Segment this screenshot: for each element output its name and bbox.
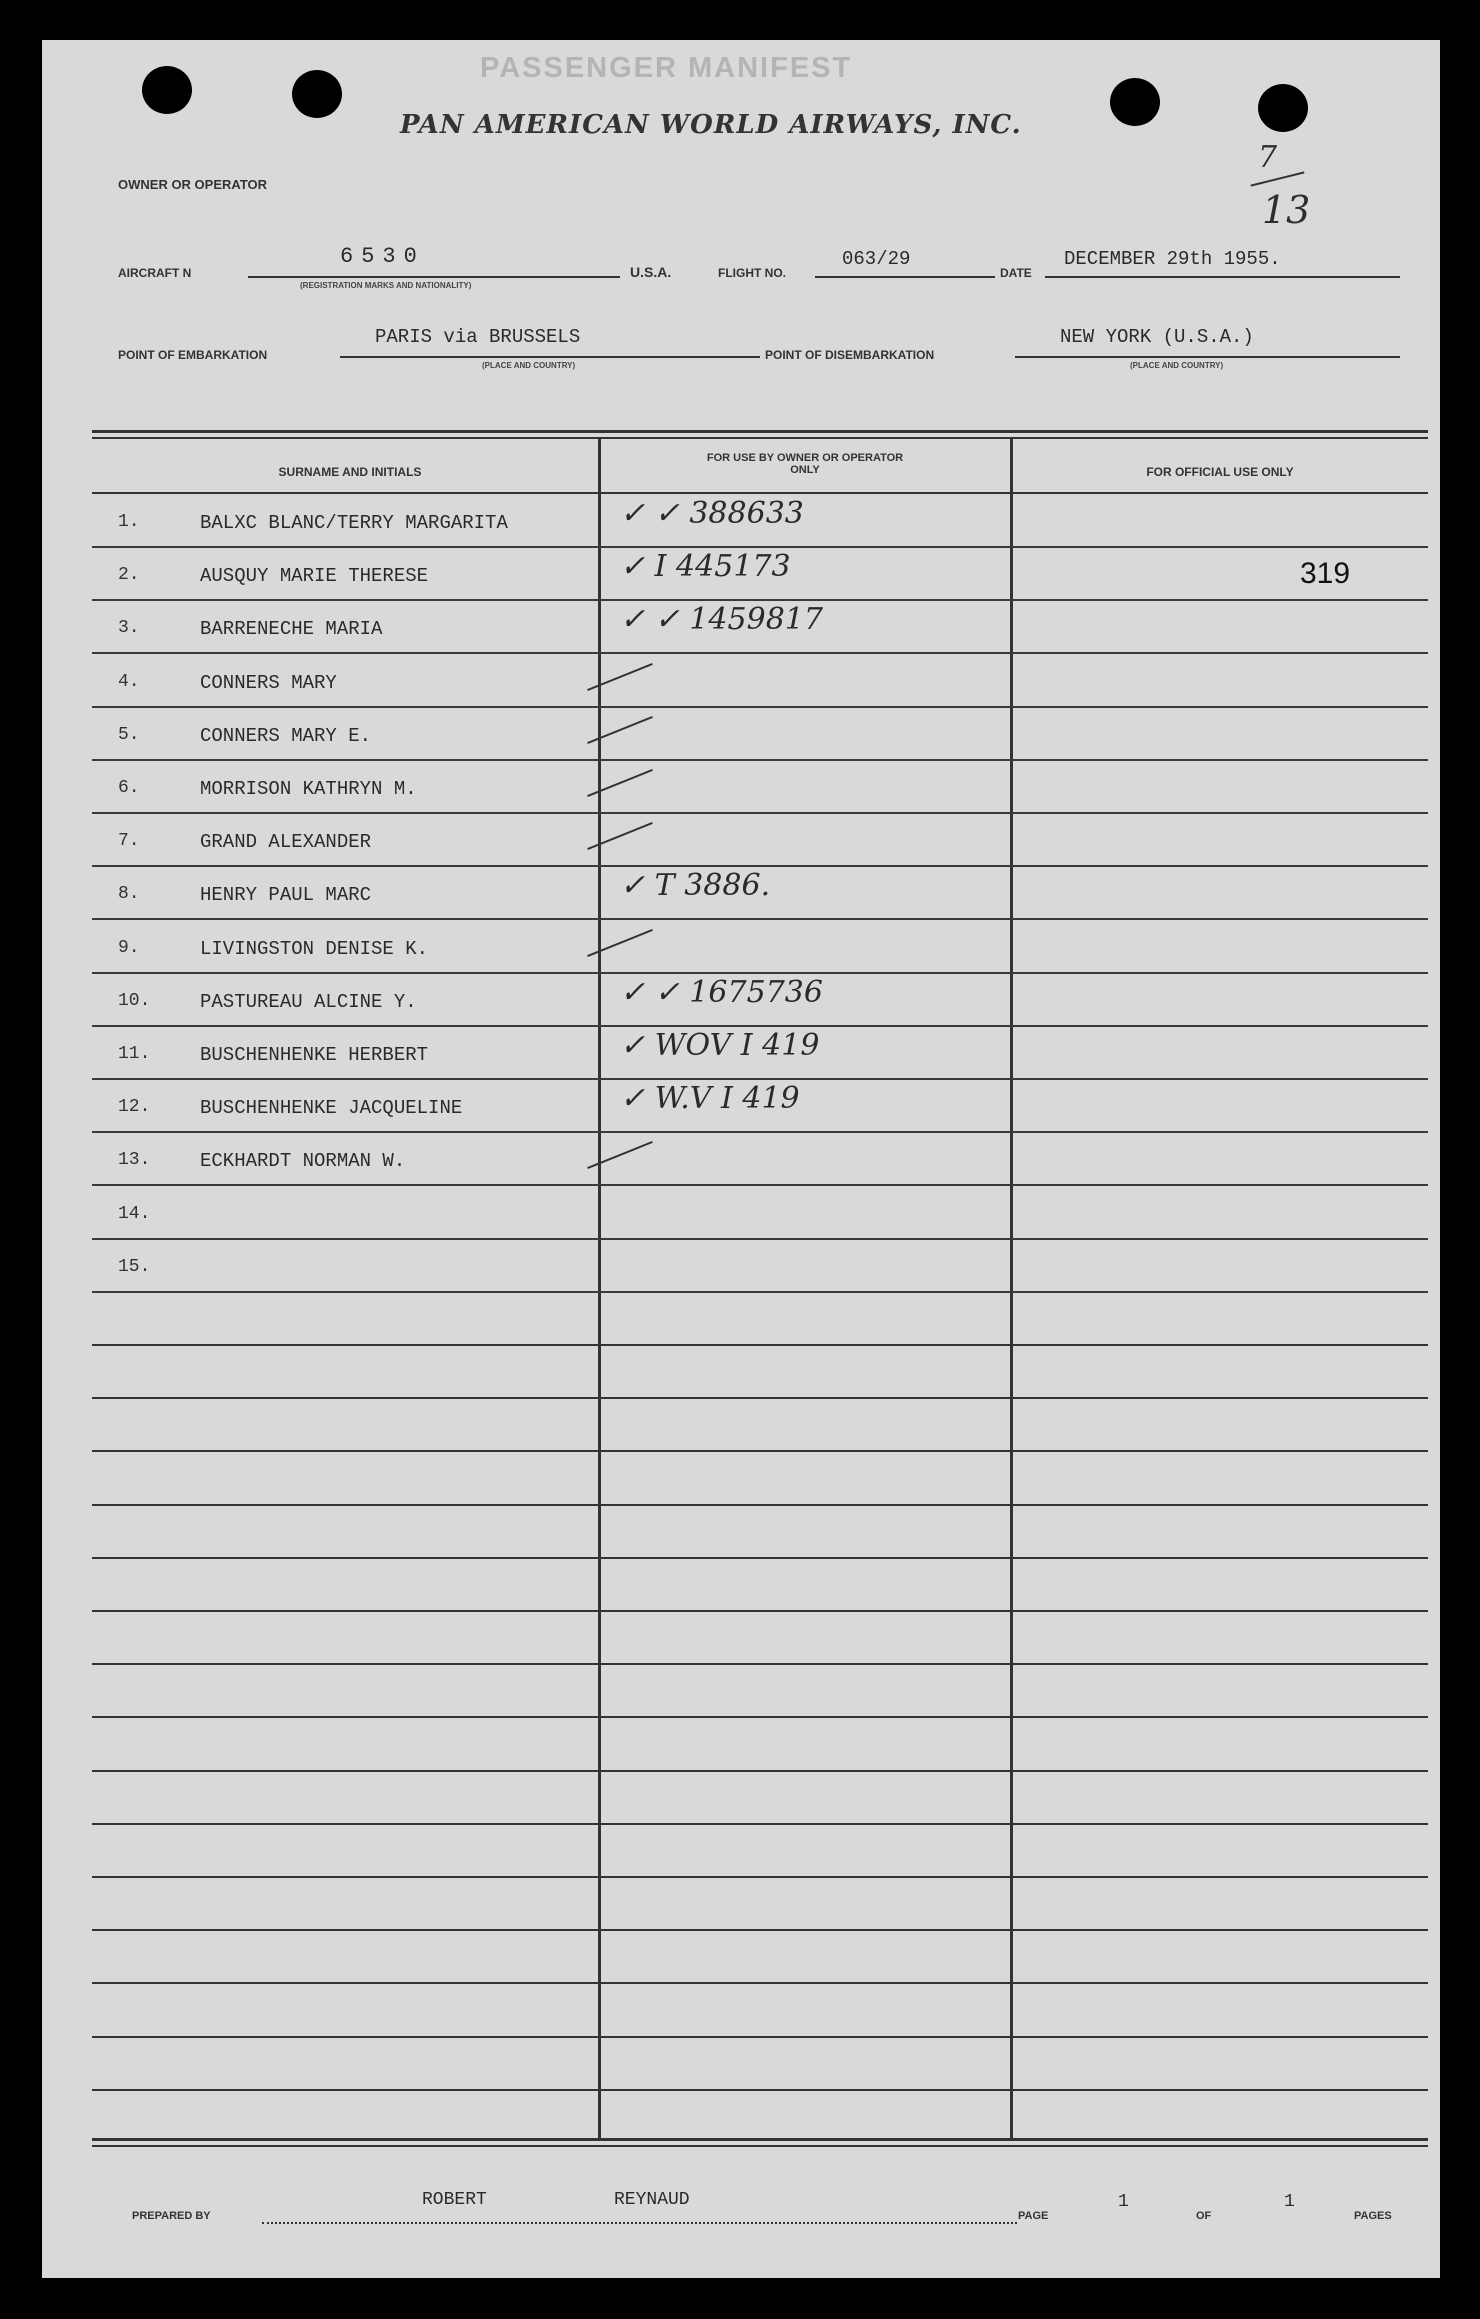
blank-rule <box>92 2036 1428 2038</box>
blank-rule <box>92 1663 1428 1665</box>
blank-rule <box>92 1557 1428 1559</box>
passenger-name: AUSQUY MARIE THERESE <box>200 565 429 588</box>
page-mark-bottom: 13 <box>1262 188 1311 232</box>
page-label: PAGE <box>1018 2210 1049 2222</box>
row-number: 11. <box>118 1044 151 1064</box>
disembarkation-label: POINT OF DISEMBARKATION <box>765 348 935 362</box>
passenger-name: PASTUREAU ALCINE Y. <box>200 990 417 1013</box>
aircraft-label: AIRCRAFT N <box>118 266 192 280</box>
table-row <box>0 654 1480 706</box>
row-number: 13. <box>118 1150 151 1171</box>
table-row <box>0 813 1480 865</box>
table-bottom-rule <box>92 2138 1428 2141</box>
disembarkation-caption: (PLACE AND COUNTRY) <box>1130 361 1224 370</box>
blank-rule <box>92 1929 1428 1931</box>
flight-label: FLIGHT NO. <box>718 266 786 280</box>
row-number: 15. <box>118 1256 151 1277</box>
embarkation-value: PARIS via BRUSSELS <box>375 326 581 348</box>
table-row <box>0 1132 1480 1184</box>
prepared-by-first: ROBERT <box>422 2190 487 2210</box>
operator-check-mark: ✓ I 445173 <box>620 549 791 585</box>
page-mark-top: 7 <box>1258 140 1278 175</box>
aircraft-underline <box>248 276 620 278</box>
table-bottom-rule-2 <box>92 2145 1428 2147</box>
pages-label: PAGES <box>1354 2210 1392 2222</box>
table-top-rule <box>92 430 1428 433</box>
row-number: 1. <box>118 512 140 532</box>
table-row <box>0 547 1480 599</box>
passenger-name: BUSCHENHENKE HERBERT <box>200 1044 429 1066</box>
passenger-name: HENRY PAUL MARC <box>200 884 372 907</box>
table-row <box>0 920 1480 972</box>
date-underline <box>1045 276 1400 278</box>
blank-rule <box>92 1982 1428 1984</box>
operator-check-mark: ✓ ✓ 388633 <box>620 496 804 531</box>
blank-rule <box>92 1823 1428 1825</box>
row-number: 7. <box>118 831 140 852</box>
table-row <box>0 1026 1480 1078</box>
operator-check-mark: ✓ WOV I 419 <box>620 1028 820 1063</box>
table-top-rule-2 <box>92 437 1428 439</box>
punch-hole-4 <box>1258 84 1308 132</box>
operator-check-mark: ✓ ✓ 1459817 <box>620 602 823 638</box>
blank-rule <box>92 1770 1428 1772</box>
disembarkation-underline <box>1015 356 1400 358</box>
passenger-name: GRAND ALEXANDER <box>200 831 372 854</box>
aircraft-value: 6530 <box>340 244 425 269</box>
aircraft-caption: (REGISTRATION MARKS AND NATIONALITY) <box>300 281 472 290</box>
operator-dash-mark <box>587 769 653 797</box>
official-use-value: 319 <box>1300 557 1351 591</box>
column-header-official: FOR OFFICIAL USE ONLY <box>1146 465 1294 479</box>
row-number: 9. <box>118 937 140 958</box>
passenger-name: BUSCHENHENKE JACQUELINE <box>200 1097 463 1120</box>
table-row <box>0 866 1480 918</box>
blank-rule <box>92 1610 1428 1612</box>
operator-dash-mark <box>587 716 653 744</box>
operator-check-mark: ✓ W.V I 419 <box>620 1081 800 1117</box>
of-label: OF <box>1196 2210 1212 2222</box>
column-header-owner: FOR USE BY OWNER OR OPERATOR ONLY <box>706 452 904 476</box>
blank-rule <box>92 1504 1428 1506</box>
row-number: 2. <box>118 565 140 586</box>
page-total: 1 <box>1284 2192 1295 2212</box>
owner-label: OWNER OR OPERATOR <box>118 177 268 192</box>
punch-hole-3 <box>1110 78 1160 126</box>
carrier-name: PAN AMERICAN WORLD AIRWAYS, INC. <box>400 110 1022 140</box>
passenger-name: LIVINGSTON DENISE K. <box>200 937 429 960</box>
embarkation-caption: (PLACE AND COUNTRY) <box>482 361 576 370</box>
passenger-name: ECKHARDT NORMAN W. <box>200 1150 406 1173</box>
column-header-surname: SURNAME AND INITIALS <box>278 465 422 479</box>
operator-dash-mark <box>587 822 653 850</box>
table-row <box>0 707 1480 759</box>
table-row <box>0 973 1480 1025</box>
flight-value: 063/29 <box>842 248 911 270</box>
operator-check-mark: ✓ T 3886. <box>620 868 771 904</box>
blank-rule <box>92 1344 1428 1346</box>
passenger-name: CONNERS MARY <box>200 671 337 694</box>
operator-dash-mark <box>587 1141 653 1169</box>
page-number: 1 <box>1118 2192 1129 2212</box>
table-row <box>0 494 1480 546</box>
blank-rule <box>92 1716 1428 1718</box>
date-value: DECEMBER 29th 1955. <box>1064 248 1281 270</box>
form-title: PASSENGER MANIFEST <box>480 52 853 84</box>
blank-rule <box>92 1450 1428 1452</box>
prepared-by-underline <box>262 2222 1017 2225</box>
operator-check-mark: ✓ ✓ 1675736 <box>620 974 823 1010</box>
blank-rule <box>92 2089 1428 2091</box>
blank-rule <box>92 1876 1428 1878</box>
blank-rule <box>92 1397 1428 1399</box>
row-number: 10. <box>118 990 151 1011</box>
punch-hole-2 <box>292 70 342 118</box>
row-number: 3. <box>118 618 140 639</box>
table-row <box>0 600 1480 652</box>
row-number: 4. <box>118 671 140 692</box>
row-number: 5. <box>118 724 140 745</box>
passenger-name: BARRENECHE MARIA <box>200 618 383 641</box>
row-number: 8. <box>118 884 140 905</box>
table-row <box>0 760 1480 812</box>
passenger-name: BALXC BLANC/TERRY MARGARITA <box>200 512 508 534</box>
operator-dash-mark <box>587 663 653 691</box>
embarkation-underline <box>340 356 760 358</box>
row-number: 12. <box>118 1097 151 1118</box>
table-row <box>0 1079 1480 1131</box>
table-row <box>0 1239 1480 1291</box>
operator-dash-mark <box>587 929 653 957</box>
prepared-by-label: PREPARED BY <box>132 2210 211 2222</box>
passenger-name: CONNERS MARY E. <box>200 724 372 747</box>
table-row <box>0 1186 1480 1238</box>
row-number: 14. <box>118 1203 151 1224</box>
passenger-name: MORRISON KATHRYN M. <box>200 778 417 800</box>
embarkation-label: POINT OF EMBARKATION <box>118 348 268 362</box>
flight-underline <box>815 276 995 278</box>
disembarkation-value: NEW YORK (U.S.A.) <box>1060 326 1254 348</box>
prepared-by-last: REYNAUD <box>614 2190 690 2210</box>
row-rule <box>92 1291 1428 1293</box>
punch-hole-1 <box>142 66 192 114</box>
usa-label: U.S.A. <box>630 264 672 280</box>
date-label: DATE <box>1000 266 1032 280</box>
row-number: 6. <box>118 778 140 798</box>
